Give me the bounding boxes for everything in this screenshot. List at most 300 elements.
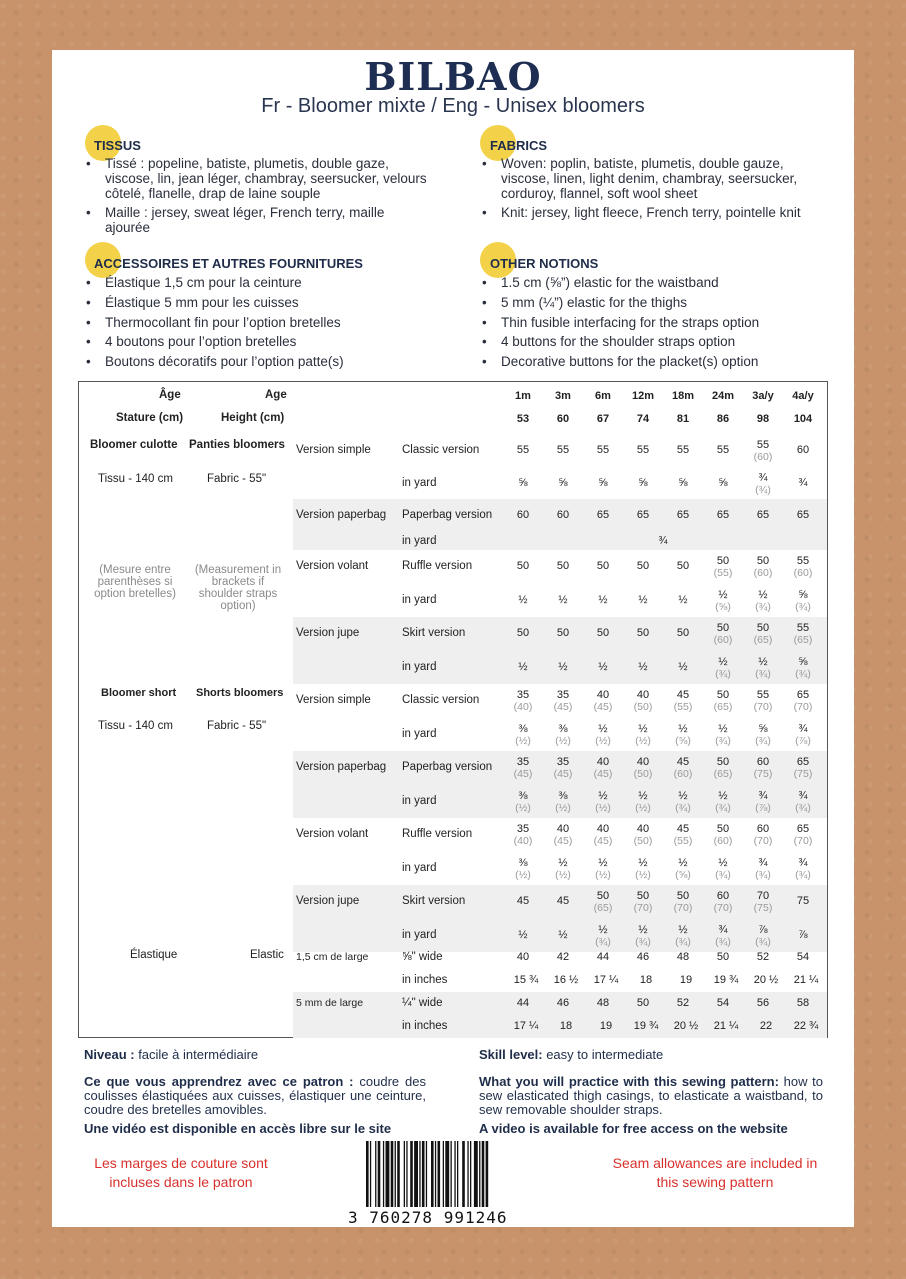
- table-cell: [707, 924, 739, 948]
- table-cell: [787, 823, 819, 847]
- cell-value: 46: [556, 996, 570, 1009]
- table-cell: [747, 924, 779, 948]
- cell-alt-value: (40): [513, 701, 533, 713]
- cell-value: ½: [638, 856, 648, 869]
- table-cell: [547, 895, 579, 907]
- cell-alt-value: (¾): [715, 734, 731, 747]
- cell-value: 48: [676, 950, 690, 963]
- cell-value: 19: [599, 1019, 613, 1032]
- age-en-label: Age: [265, 389, 287, 401]
- barcode-bar: [482, 1141, 485, 1207]
- cell-alt-value: (55): [673, 701, 693, 713]
- row-label-fr: 5 mm de large: [296, 996, 364, 1009]
- table-cell: [547, 857, 579, 881]
- table-cell: [627, 857, 659, 881]
- table-cell: [587, 1020, 625, 1032]
- row-shading: [293, 533, 827, 550]
- cell-value: ½: [598, 593, 608, 606]
- cell-alt-value: (40): [513, 835, 533, 847]
- table-cell: [547, 661, 579, 673]
- cell-value: ½: [638, 593, 648, 606]
- cell-value: 45: [676, 756, 690, 768]
- list-item: • Élastique 1,5 cm pour la ceinture: [83, 275, 431, 290]
- barcode-bar: [406, 1141, 407, 1207]
- barcode-bar: [386, 1141, 390, 1207]
- note-en: (Measurement in brackets if shoulder straps option): [194, 564, 282, 612]
- cell-value: 20 ½: [673, 1019, 699, 1032]
- en-notions-heading: OTHER NOTIONS: [490, 256, 599, 271]
- table-cell: [787, 974, 825, 986]
- cell-value: ¾: [718, 923, 728, 936]
- cell-value: 50: [756, 555, 770, 567]
- table-cell: [747, 589, 779, 613]
- table-cell: [787, 622, 819, 646]
- fr-fabrics-list: [83, 156, 431, 239]
- table-cell: [587, 997, 619, 1009]
- row-label-fr: Version simple: [296, 694, 371, 706]
- cell-alt-value: (½): [555, 734, 571, 747]
- table-cell: [787, 1020, 825, 1032]
- cell-alt-value: (¾): [795, 868, 811, 881]
- table-cell: [627, 509, 659, 521]
- cell-value: 48: [596, 996, 610, 1009]
- cell-value: 55: [556, 444, 570, 456]
- table-cell: [587, 857, 619, 881]
- size-table: [78, 381, 828, 1038]
- table-cell: [747, 857, 779, 881]
- cell-value: 40: [596, 689, 610, 701]
- table-cell: [667, 689, 699, 713]
- cell-alt-value: (¾): [595, 935, 611, 948]
- cell-alt-value: (50): [633, 768, 653, 780]
- cell-value: ⅜: [518, 789, 528, 802]
- cell-value: 55: [716, 444, 730, 456]
- row-label-en: Skirt version: [402, 895, 466, 907]
- table-cell: [747, 997, 779, 1009]
- barcode-bar: [445, 1141, 449, 1207]
- cell-value: ⅝: [798, 655, 808, 668]
- cell-alt-value: (65): [753, 634, 773, 646]
- barcode-icon: [365, 1141, 531, 1207]
- barcode-bar: [443, 1141, 444, 1207]
- cell-value: ½: [718, 588, 728, 601]
- table-cell: [787, 857, 819, 881]
- cell-value: 21 ¼: [713, 1019, 739, 1032]
- table-cell: [507, 929, 539, 941]
- barcode-bar: [426, 1141, 427, 1207]
- cell-value: ¾: [798, 856, 808, 869]
- table-cell: [747, 756, 779, 780]
- cell-alt-value: (75): [753, 768, 773, 780]
- table-cell: [667, 560, 699, 572]
- barcode-bar: [451, 1141, 452, 1207]
- cell-value: ⅜: [518, 722, 528, 735]
- cell-alt-value: (70): [793, 701, 813, 713]
- cell-alt-value: (60): [673, 768, 693, 780]
- cell-alt-value: (65): [713, 768, 733, 780]
- cell-value: 50: [676, 560, 690, 572]
- size-header: 12m: [631, 390, 655, 402]
- table-cell: [587, 661, 619, 673]
- list-item: • Boutons décoratifs pour l’option patte(s): [83, 354, 431, 369]
- table-cell: [587, 627, 619, 639]
- pattern-title: BILBAO: [364, 54, 542, 99]
- table-cell: [627, 723, 659, 747]
- barcode-bar: [438, 1141, 441, 1207]
- table-cell: [547, 951, 579, 963]
- cell-value: 65: [796, 509, 810, 521]
- table-cell: [787, 951, 819, 963]
- cell-alt-value: (45): [513, 768, 533, 780]
- cell-value: 65: [796, 756, 810, 768]
- fabric-55-label: Fabric - 55": [207, 720, 267, 732]
- table-cell: [587, 477, 619, 489]
- cell-value: 45: [516, 895, 530, 907]
- cell-value: ½: [558, 856, 568, 869]
- cell-alt-value: (¾): [795, 667, 811, 680]
- height-header: 81: [676, 413, 690, 425]
- table-cell: [707, 689, 739, 713]
- cell-value: ⅞: [798, 928, 808, 941]
- cell-alt-value: (65): [593, 902, 613, 914]
- cell-alt-value: (70): [753, 835, 773, 847]
- table-cell: [587, 594, 619, 606]
- table-cell: [587, 823, 619, 847]
- cell-value: 54: [716, 996, 730, 1009]
- cell-alt-value: (70): [793, 835, 813, 847]
- cell-value: 18: [559, 1019, 573, 1032]
- cell-value: 50: [676, 890, 690, 902]
- cell-alt-value: (65): [793, 634, 813, 646]
- barcode-bar: [370, 1141, 371, 1207]
- barcode-bar: [410, 1141, 413, 1207]
- cell-value: 50: [636, 890, 650, 902]
- row-label-en: in inches: [402, 1019, 448, 1032]
- table-cell: [707, 444, 739, 456]
- cell-value: 65: [596, 509, 610, 521]
- table-cell: [507, 895, 539, 907]
- row-label-en: Ruffle version: [402, 560, 473, 572]
- table-cell: [547, 823, 579, 847]
- barcode-bar: [454, 1141, 455, 1207]
- cell-value: ¾: [798, 789, 808, 802]
- cell-alt-value: (½): [555, 801, 571, 814]
- cell-value: 40: [636, 823, 650, 835]
- table-cell: [627, 924, 659, 948]
- cell-value: 35: [556, 689, 570, 701]
- barcode-bar: [404, 1141, 405, 1207]
- bloomer-short-label: Bloomer short: [101, 687, 177, 699]
- barcode-bar: [474, 1141, 478, 1207]
- table-cell: [547, 594, 579, 606]
- cell-alt-value: (¾): [715, 868, 731, 881]
- en-skill-level: Skill level: easy to intermediate: [479, 1047, 664, 1062]
- fr-learn: Ce que vous apprendrez avec ce patron : coudre des coulisses élastiquées aux cuisses, élastiquer une ceinture, coudre des bretelles amovibles.: [84, 1074, 427, 1117]
- height-header: 53: [516, 413, 530, 425]
- table-cell: [707, 974, 745, 986]
- cell-alt-value: (50): [633, 835, 653, 847]
- table-cell: [547, 509, 579, 521]
- table-cell: [627, 951, 659, 963]
- cell-alt-value: (¾): [795, 600, 811, 613]
- cell-value: ⅜: [558, 789, 568, 802]
- cell-alt-value: (½): [555, 868, 571, 881]
- cell-value: ½: [518, 593, 528, 606]
- en-learn: What you will practice with this sewing pattern: how to sew elasticated thigh casings, to elasticate a waistband, to sew removable shoulder straps.: [479, 1074, 823, 1117]
- cell-value: 50: [636, 996, 650, 1009]
- cell-value: 40: [596, 823, 610, 835]
- cell-value: ⅝: [758, 722, 768, 735]
- table-cell: [747, 472, 779, 496]
- cell-value: ⅜: [558, 722, 568, 735]
- table-cell: [667, 509, 699, 521]
- table-cell: [507, 444, 539, 456]
- cell-value: 58: [796, 996, 810, 1009]
- table-cell: [627, 997, 659, 1009]
- list-item: • 5 mm (¼”) elastic for the thighs: [479, 295, 825, 310]
- en-fabrics-heading: FABRICS: [490, 138, 548, 153]
- cell-value: ¾: [758, 471, 768, 484]
- cell-value: ½: [558, 660, 568, 673]
- table-cell: [787, 589, 819, 613]
- table-cell: [667, 790, 699, 814]
- row-label-en: in yard: [402, 660, 437, 673]
- cell-value: ½: [518, 660, 528, 673]
- table-cell: [547, 1020, 585, 1032]
- row-label-fr: Version simple: [296, 444, 371, 456]
- cell-value: 50: [596, 890, 610, 902]
- cell-alt-value: (60): [713, 835, 733, 847]
- table-cell: [627, 661, 659, 673]
- table-cell: [667, 974, 705, 986]
- cell-value: ¾: [758, 856, 768, 869]
- cell-value: 50: [636, 560, 650, 572]
- size-header: 18m: [671, 390, 695, 402]
- row-label-en: Paperbag version: [402, 509, 493, 521]
- table-cell: [707, 509, 739, 521]
- en-notions-list: [479, 275, 825, 374]
- cell-value: ½: [718, 655, 728, 668]
- cell-value: 19: [679, 973, 693, 986]
- cell-alt-value: (¾): [755, 868, 771, 881]
- cell-value: 50: [716, 622, 730, 634]
- table-cell: [667, 951, 699, 963]
- height-en-label: Height (cm): [221, 412, 285, 424]
- height-header: 104: [793, 413, 813, 425]
- cell-value: ½: [758, 655, 768, 668]
- table-cell: [747, 890, 779, 914]
- cell-value: 65: [676, 509, 690, 521]
- table-cell: [667, 723, 699, 747]
- cell-value: 22 ¾: [793, 1019, 819, 1032]
- table-cell: [507, 997, 539, 1009]
- cell-value: ⅜: [518, 856, 528, 869]
- row-label-en: in yard: [402, 794, 437, 807]
- cell-alt-value: (¾): [715, 935, 731, 948]
- cell-value: ½: [678, 789, 688, 802]
- table-cell: [547, 560, 579, 572]
- cell-alt-value: (⅝): [715, 600, 731, 613]
- en-video-note: A video is available for free access on the website: [479, 1121, 788, 1136]
- row-label-fr: Version paperbag: [296, 761, 387, 773]
- table-cell: [507, 594, 539, 606]
- table-cell: [707, 723, 739, 747]
- table-cell: [627, 1020, 665, 1032]
- list-item: • 1.5 cm (⅝”) elastic for the waistband: [479, 275, 825, 290]
- cell-alt-value: (60): [713, 634, 733, 646]
- table-cell: [707, 997, 739, 1009]
- cell-value: 46: [636, 950, 650, 963]
- cell-alt-value: (⅝): [675, 734, 691, 747]
- cell-alt-value: (55): [673, 835, 693, 847]
- barcode-bar: [395, 1141, 396, 1207]
- en-fabrics-list: [479, 156, 825, 224]
- table-cell: [667, 924, 699, 948]
- table-cell: [667, 444, 699, 456]
- table-cell: [787, 756, 819, 780]
- cell-value: ⅝: [558, 476, 568, 489]
- cell-alt-value: (¾): [755, 734, 771, 747]
- barcode-bar: [397, 1141, 400, 1207]
- stature-fr-label: Stature (cm): [116, 412, 184, 424]
- cell-value: 54: [796, 950, 810, 963]
- table-cell: [787, 555, 819, 579]
- cell-alt-value: (¾): [675, 801, 691, 814]
- table-cell: [507, 509, 539, 521]
- table-cell: [787, 477, 819, 489]
- fr-skill-level: Niveau : facile à intermédiaire: [84, 1047, 259, 1062]
- row-label-en: in yard: [402, 593, 437, 606]
- cell-value: 50: [716, 950, 730, 963]
- table-cell: [547, 974, 585, 986]
- table-cell: [507, 823, 539, 847]
- table-cell: [667, 997, 699, 1009]
- table-cell: [507, 689, 539, 713]
- elastic-label: Elastic: [250, 949, 284, 961]
- cell-alt-value: (½): [515, 801, 531, 814]
- row-label-en: Classic version: [402, 694, 480, 706]
- age-fr-label: Âge: [159, 389, 181, 401]
- cell-alt-value: (70): [753, 701, 773, 713]
- table-cell: [587, 890, 619, 914]
- barcode-bar: [479, 1141, 480, 1207]
- table-cell: [707, 477, 739, 489]
- table-cell: [507, 951, 539, 963]
- cell-alt-value: (65): [713, 701, 733, 713]
- barcode-bar: [470, 1141, 471, 1207]
- cell-alt-value: (½): [635, 868, 651, 881]
- cell-value: ⅝: [598, 476, 608, 489]
- cell-value: ½: [638, 923, 648, 936]
- cell-value: ½: [718, 789, 728, 802]
- table-cell: [747, 974, 785, 986]
- cell-value: 17 ¼: [513, 1019, 539, 1032]
- cell-alt-value: (½): [595, 801, 611, 814]
- cell-value: ½: [678, 856, 688, 869]
- table-cell: [787, 656, 819, 680]
- list-item: • Thin fusible interfacing for the straps option: [479, 315, 825, 330]
- table-cell: [507, 1020, 545, 1032]
- table-cell: [707, 756, 739, 780]
- cell-value: ⅝: [678, 476, 688, 489]
- table-cell: [747, 656, 779, 680]
- table-cell: [707, 555, 739, 579]
- barcode-bar: [414, 1141, 418, 1207]
- table-cell: [587, 790, 619, 814]
- table-cell: [787, 997, 819, 1009]
- cell-alt-value: (¾): [635, 935, 651, 948]
- cell-value: 45: [676, 689, 690, 701]
- table-cell: [587, 723, 619, 747]
- tissu-140-label: Tissu - 140 cm: [98, 720, 173, 732]
- cell-alt-value: (⅝): [675, 868, 691, 881]
- cell-value: ½: [558, 928, 568, 941]
- cell-alt-value: (¾): [715, 801, 731, 814]
- shorts-bloomers-label: Shorts bloomers: [196, 687, 284, 699]
- row-label-fr: Version paperbag: [296, 509, 387, 521]
- table-cell: [747, 823, 779, 847]
- cell-alt-value: (¾): [675, 935, 691, 948]
- cell-alt-value: (½): [515, 868, 531, 881]
- row-label-fr: 1,5 cm de large: [296, 950, 369, 963]
- pattern-subtitle: Fr - Bloomer mixte / Eng - Unisex bloomers: [261, 95, 645, 117]
- barcode-bar: [419, 1141, 420, 1207]
- cell-value: ¾: [798, 476, 808, 489]
- cell-value: 40: [516, 950, 530, 963]
- table-cell: [627, 756, 659, 780]
- cell-alt-value: (60): [753, 451, 773, 463]
- list-item: • Knit: jersey, light fleece, French terry, pointelle knit: [479, 205, 825, 220]
- cell-value: ½: [678, 923, 688, 936]
- list-item: • 4 boutons pour l’option bretelles: [83, 334, 431, 349]
- table-cell: [707, 823, 739, 847]
- cell-value: 60: [796, 444, 810, 456]
- cell-alt-value: (60): [753, 567, 773, 579]
- table-cell: [667, 756, 699, 780]
- barcode-bar: [457, 1141, 458, 1207]
- tissu-140-label: Tissu - 140 cm: [98, 473, 173, 485]
- yard-span-value: ¾: [658, 535, 668, 547]
- table-cell: [547, 790, 579, 814]
- row-label-en: in yard: [402, 476, 437, 489]
- cell-value: 21 ¼: [793, 973, 819, 986]
- cell-value: ⅝: [718, 476, 728, 489]
- table-cell: [787, 689, 819, 713]
- cell-value: 55: [756, 689, 770, 701]
- cell-alt-value: (45): [593, 835, 613, 847]
- table-cell: [747, 790, 779, 814]
- cell-value: 50: [716, 689, 730, 701]
- table-cell: [507, 560, 539, 572]
- table-cell: [667, 477, 699, 489]
- cell-alt-value: (50): [633, 701, 653, 713]
- table-cell: [747, 439, 779, 463]
- cell-alt-value: (½): [595, 868, 611, 881]
- cell-value: ½: [718, 722, 728, 735]
- table-cell: [507, 477, 539, 489]
- cell-alt-value: (⅞): [755, 801, 771, 814]
- cell-alt-value: (¾): [755, 483, 771, 496]
- row-label-en: Skirt version: [402, 627, 466, 639]
- table-cell: [707, 656, 739, 680]
- row-label-en: in yard: [402, 534, 437, 547]
- row-label-en: ¼" wide: [402, 996, 443, 1009]
- list-item: • Élastique 5 mm pour les cuisses: [83, 295, 431, 310]
- cell-value: 65: [796, 823, 810, 835]
- cell-value: ¾: [758, 789, 768, 802]
- cell-alt-value: (½): [515, 734, 531, 747]
- cell-value: 50: [676, 627, 690, 639]
